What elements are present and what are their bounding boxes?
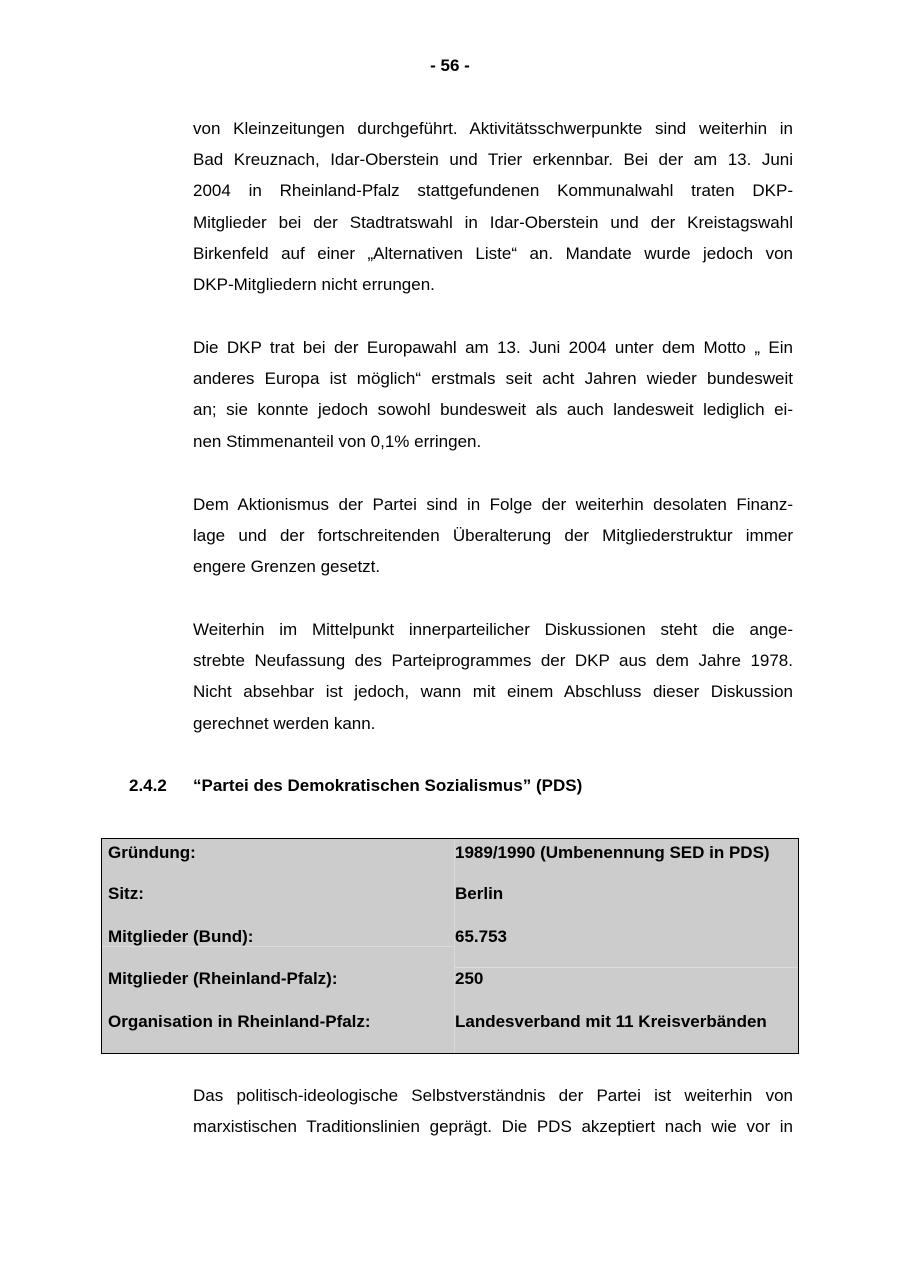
text-line: engere Grenzen gesetzt. [193, 557, 381, 577]
page-number: - 56 - [430, 56, 470, 75]
text-line: Nicht absehbar ist jedoch, wann mit einem Abschluss dieser Diskussion [193, 682, 793, 702]
paragraph-pds-self-image [193, 1080, 793, 1142]
text-line: Weiterhin im Mittelpunkt innerparteilicher Diskussionen steht die ange- [193, 620, 793, 639]
paragraph-party-programme [193, 614, 793, 739]
text-line: anderes Europa ist möglich“ erstmals seit acht Jahren wieder bundesweit [193, 369, 793, 389]
paragraph-dkp-activities [193, 113, 793, 300]
table-row [102, 841, 798, 865]
paragraph-party-activism [193, 489, 793, 583]
row-value: 250 [455, 969, 484, 988]
row-label: Gründung: [108, 843, 196, 862]
table-row [102, 1010, 798, 1034]
text-line: an; sie konnte jedoch sowohl bundesweit als auch landesweit lediglich ei- [193, 400, 793, 420]
table-row [102, 925, 798, 949]
text-line: DKP-Mitgliedern nicht errungen. [193, 275, 435, 295]
row-label: Mitglieder (Bund): [108, 927, 254, 946]
text-line: marxistischen Traditionslinien geprägt. Die PDS akzeptiert nach wie vor in [193, 1117, 793, 1137]
text-line: lage und der fortschreitenden Überalterung der Mitgliederstruktur immer [193, 526, 793, 546]
row-value: Landesverband mit 11 Kreisverbänden [455, 1012, 767, 1031]
party-info-table [101, 838, 799, 1054]
text-line: 2004 in Rheinland-Pfalz stattgefundenen Kommunalwahl traten DKP- [193, 181, 793, 201]
paragraph-european-election [193, 332, 793, 457]
section-heading [129, 774, 582, 798]
text-line: von Kleinzeitungen durchgeführt. Aktivitätsschwerpunkte sind weiterhin in [193, 119, 793, 138]
text-line: Das politisch-ideologische Selbstverständnis der Partei ist weiterhin von [193, 1086, 793, 1105]
row-label: Mitglieder (Rheinland-Pfalz): [108, 969, 338, 988]
text-line: Birkenfeld auf einer „Alternativen Liste“ an. Mandate wurde jedoch von [193, 243, 793, 263]
row-value: Berlin [455, 884, 504, 903]
text-line: Mitglieder bei der Stadtratswahl in Idar-Oberstein und der Kreistagswahl [193, 212, 793, 232]
text-line: strebte Neufassung des Parteiprogrammes der DKP aus dem Jahre 1978. [193, 651, 793, 671]
row-label: Organisation in Rheinland-Pfalz: [108, 1012, 371, 1031]
row-label: Sitz: [108, 884, 144, 903]
text-line: gerechnet werden kann. [193, 713, 376, 733]
text-line: Dem Aktionismus der Partei sind in Folge der weiterhin desolaten Finanz- [193, 495, 793, 514]
table-row [102, 882, 798, 906]
row-value: 65.753 [455, 927, 507, 946]
section-number: 2.4.2 [129, 776, 167, 795]
text-line: nen Stimmenanteil von 0,1% erringen. [193, 431, 482, 451]
text-line: Die DKP trat bei der Europawahl am 13. Juni 2004 unter dem Motto „ Ein [193, 338, 793, 357]
section-title: “Partei des Demokratischen Sozialismus” (PDS) [193, 776, 583, 795]
row-value: 1989/1990 (Umbenennung SED in PDS) [455, 843, 770, 862]
text-line: Bad Kreuznach, Idar-Oberstein und Trier erkennbar. Bei der am 13. Juni [193, 150, 793, 170]
table-row [102, 967, 798, 991]
